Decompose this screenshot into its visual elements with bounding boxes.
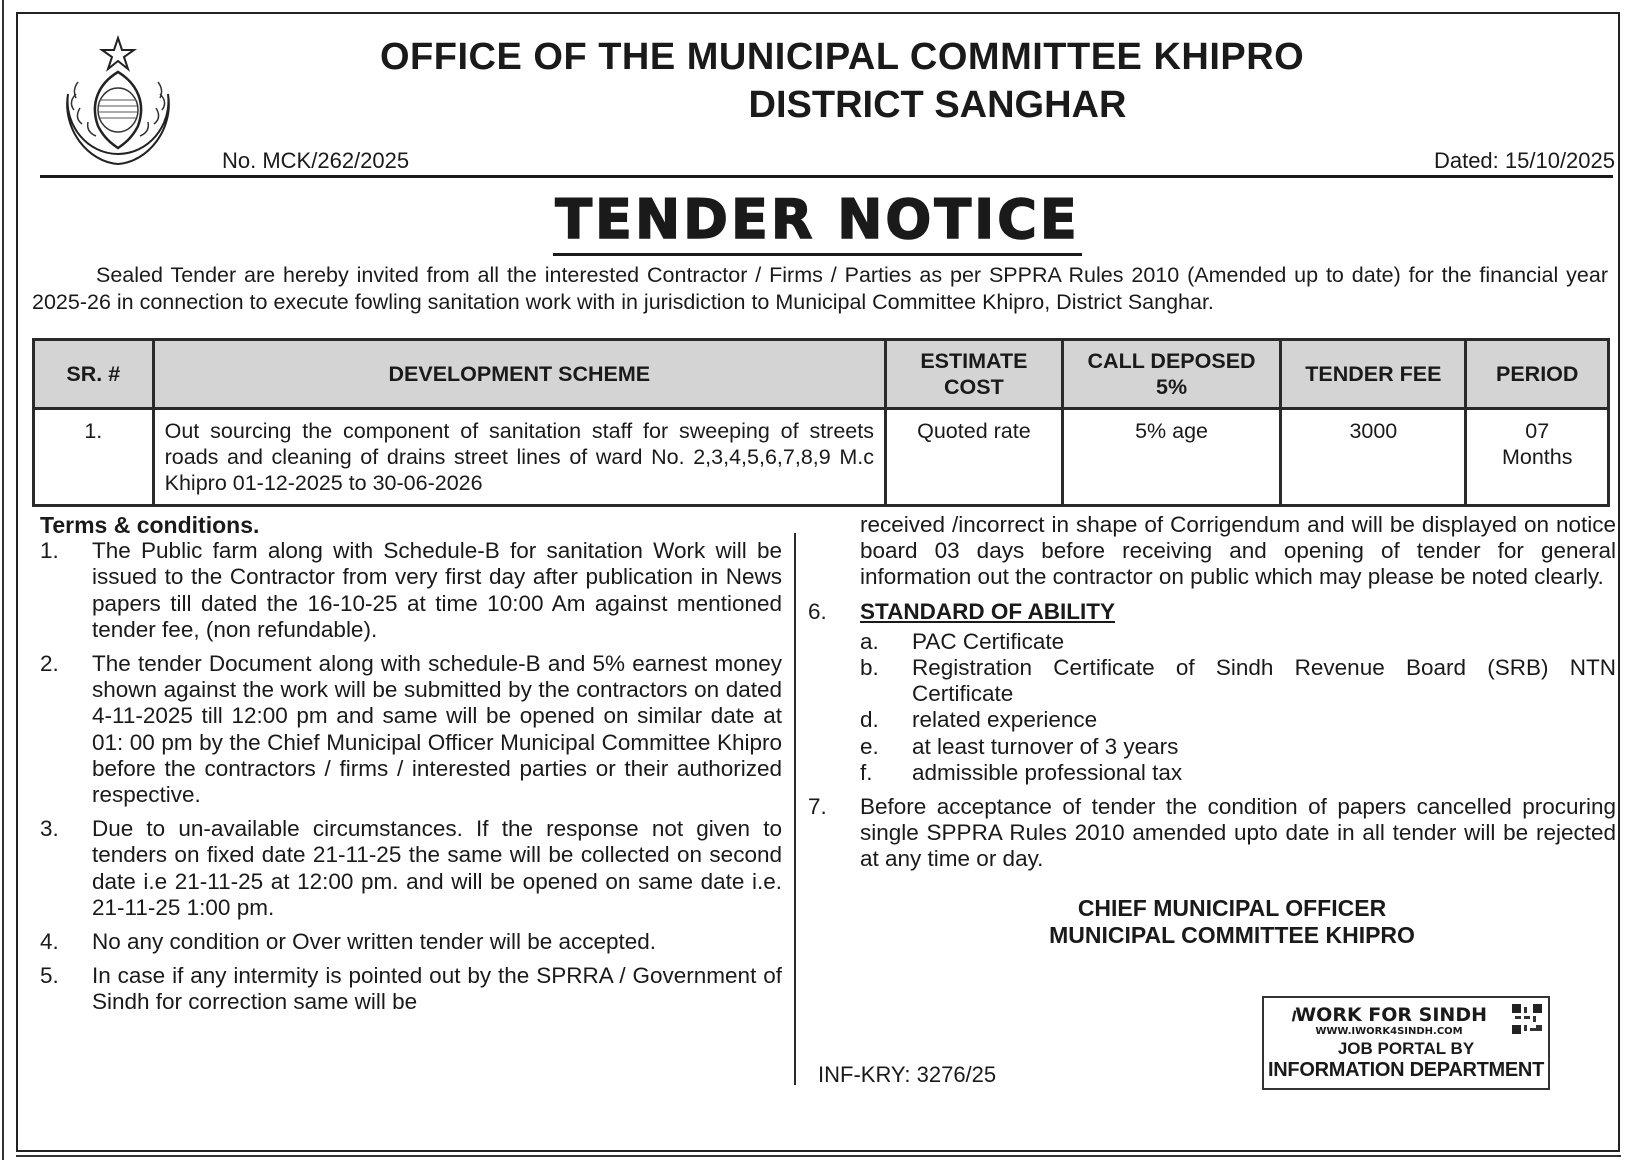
subitem-letter: a. — [860, 628, 879, 654]
term-item — [40, 929, 782, 955]
intro-text: Sealed Tender are hereby invited from all the interested Contractor / Firms / Parties as per SPPRA Rules 2010 (Amended up to date) for the financial year 2025-26 in connection to execute fowling sanitation work with in jurisdiction to Municipal Committee Khipro, District Sanghar. — [32, 263, 1608, 314]
ability-subitem — [808, 655, 1616, 707]
subitem-letter: b. — [860, 655, 879, 681]
signatory-title: CHIEF MUNICIPAL OFFICER — [1077, 894, 1387, 921]
signatory-office: MUNICIPAL COMMITTEE KHIPRO — [1049, 921, 1415, 948]
standard-of-ability-heading: STANDARD OF ABILITY — [860, 598, 1115, 624]
term-number: 6. — [808, 598, 827, 624]
cell-estimate: Quoted rate — [885, 409, 1062, 506]
term-number: 1. — [40, 538, 59, 564]
notice-date: Dated: 15/10/2025 — [1433, 148, 1615, 173]
term-text: No any condition or Over written tender will be accepted. — [92, 929, 657, 955]
term-item-6 — [808, 599, 1616, 625]
tender-table — [32, 338, 1610, 507]
term-item-7 — [808, 794, 1616, 873]
terms-heading: Terms & conditions. — [40, 512, 260, 538]
subitem-text: at least turnover of 3 years — [912, 733, 1179, 759]
header-call-deposit: CALL DEPOSED 5% — [1062, 340, 1280, 409]
signature-block — [808, 895, 1616, 949]
term-number: 5. — [40, 963, 59, 989]
term-text: The tender Document along with schedule-B and 5% earnest money shown against the work will be submitted by the contractors on dated 4-11-2025 till 12:00 pm and same will be opened on similar date at 01: 00 pm by the Chief Municipal Officer Municipal Committee Khipro before the contractors / firms / interested parties or their authorized respective. — [92, 651, 782, 808]
cell-period: 07 Months — [1466, 409, 1609, 506]
iwork-for-sindh-badge — [1262, 996, 1550, 1090]
term-number: 7. — [808, 794, 827, 820]
ability-subitem — [808, 629, 1616, 655]
cell-scheme: Out sourcing the component of sanitation staff for sweeping of streets roads and cleaning of drains street lines of ward No. 2,3,4,5,6,7,8,9 M.c Khipro 01-12-2025 to 30-06-2026 — [153, 409, 885, 506]
term-5-continued: received /incorrect in shape of Corrigendum and will be displayed on notice board 03 days before receiving and opening of tender for general information out the contractor on public which may please be noted clearly. — [860, 512, 1616, 590]
header-estimate: ESTIMATE COST — [885, 340, 1062, 409]
term-item — [40, 816, 782, 921]
cell-call-deposit: 5% age — [1062, 409, 1280, 506]
cell-tender-fee: 3000 — [1281, 409, 1466, 506]
badge-title: 𝚤WORK FOR SINDH — [1291, 1004, 1487, 1026]
reference-number: No. MCK/262/2025 — [222, 148, 410, 173]
header-divider — [40, 175, 1613, 178]
header-period: PERIOD — [1466, 340, 1609, 409]
term-number: 3. — [40, 816, 59, 842]
header-tender-fee: TENDER FEE — [1281, 340, 1466, 409]
subitem-text: related experience — [912, 707, 1098, 733]
qr-code-icon — [1512, 1004, 1542, 1034]
notice-title-text: TENDER NOTICE — [553, 188, 1082, 256]
term-item — [40, 651, 782, 808]
notice-title — [0, 188, 1635, 251]
ability-subitem — [808, 734, 1616, 760]
header-scheme: DEVELOPMENT SCHEME — [153, 340, 885, 409]
table-header-row — [34, 340, 1609, 409]
subitem-letter: e. — [860, 733, 879, 759]
badge-department-line: INFORMATION DEPARTMENT — [1268, 1059, 1544, 1081]
inf-reference: INF-KRY: 3276/25 — [818, 1062, 997, 1087]
column-divider — [794, 533, 796, 1085]
ability-subitem — [808, 707, 1616, 733]
subitem-letter: d. — [860, 707, 879, 733]
header-sr: SR. # — [34, 340, 154, 409]
office-title: OFFICE OF THE MUNICIPAL COMMITTEE KHIPRO — [380, 36, 1305, 78]
badge-url: WWW.IWORK4SINDH.COM — [1315, 1026, 1463, 1037]
subitem-letter: f. — [860, 759, 873, 785]
term-number: 4. — [40, 929, 59, 955]
terms-right-column — [808, 512, 1616, 949]
badge-portal-line: JOB PORTAL BY — [1337, 1039, 1475, 1058]
term-text: The Public farm along with Schedule-B for sanitation Work will be issued to the Contractor from very first day after publication in News papers till dated the 16-10-25 at time 10:00 Am against mentioned tender fee, (non refundable). — [92, 538, 782, 642]
page-edge-rule — [2, 0, 4, 1160]
district-title: DISTRICT SANGHAR — [748, 84, 1127, 126]
term-item — [40, 963, 782, 1015]
table-row — [34, 409, 1609, 506]
cell-sr: 1. — [34, 409, 154, 506]
term-number: 2. — [40, 651, 59, 677]
subitem-text: admissible professional tax — [912, 759, 1183, 785]
bottom-rule — [16, 1155, 1621, 1157]
terms-left-column — [40, 512, 782, 1024]
subitem-text: Registration Certificate of Sindh Revenue Board (SRB) NTN Certificate — [912, 655, 1616, 707]
subitem-text: PAC Certificate — [912, 628, 1065, 654]
term-item — [40, 538, 782, 643]
intro-paragraph — [32, 262, 1608, 316]
ability-subitem — [808, 760, 1616, 786]
term-text: In case if any intermity is pointed out by the SPRRA / Government of Sindh for correction same will be — [92, 963, 782, 1015]
badge-title-text: WORK FOR SINDH — [1295, 1004, 1487, 1026]
term-text: Before acceptance of tender the condition of papers cancelled procuring single SPPRA Rules 2010 amended upto date in all tender will be rejected at any time or day. — [860, 794, 1616, 872]
term-text: Due to un-available circumstances. If the response not given to tenders on fixed date 21-11-25 the same will be collected on second date i.e 21-11-25 at 12:00 pm. and will be opened on same date i.e. 21-11-25 1:00 pm. — [92, 816, 782, 920]
